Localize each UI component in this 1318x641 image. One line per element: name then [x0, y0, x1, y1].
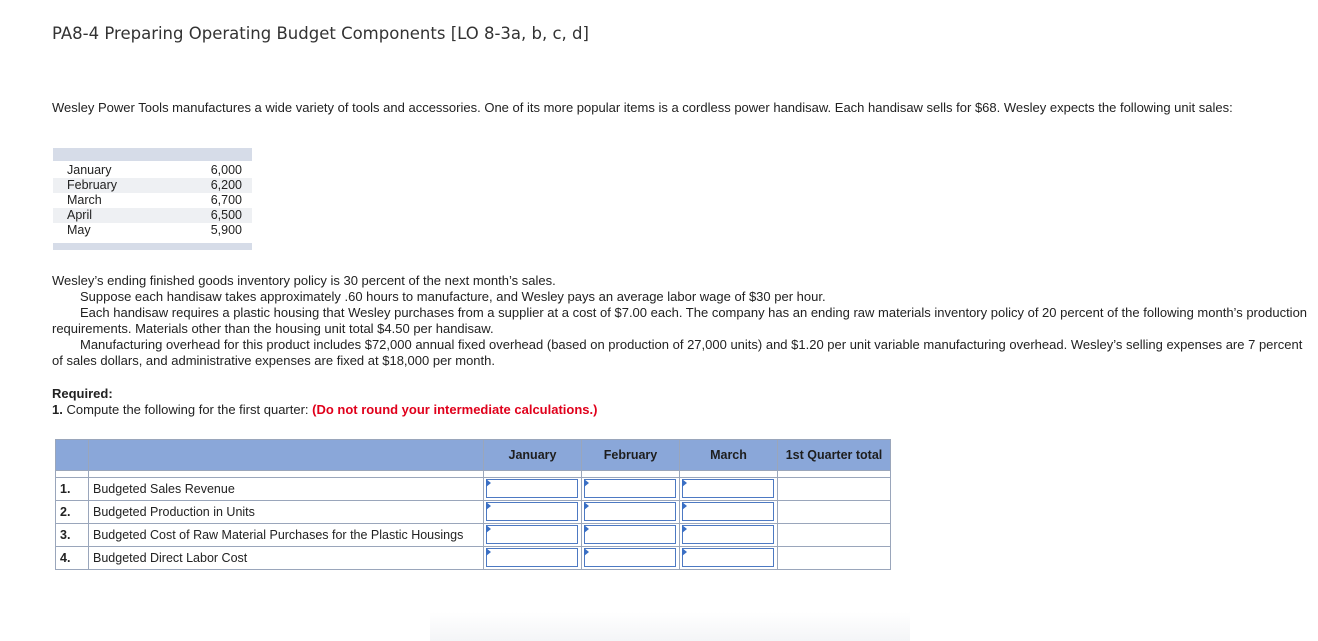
sales-row [53, 163, 252, 178]
row-label: Budgeted Cost of Raw Material Purchases for the Plastic Housings [89, 524, 484, 547]
sales-units: 6,500 [210, 208, 242, 222]
header-january: January [484, 440, 582, 471]
rounding-note: (Do not round your intermediate calculations.) [312, 402, 598, 417]
required-text: Compute the following for the first quarter: [66, 402, 309, 417]
table-row [56, 478, 891, 501]
table-header-bar [53, 148, 252, 161]
required-instruction [52, 402, 597, 417]
header-march: March [680, 440, 778, 471]
sales-units: 6,000 [210, 163, 242, 177]
table-row [56, 547, 891, 570]
sales-units: 5,900 [210, 223, 242, 237]
row-label: Budgeted Sales Revenue [89, 478, 484, 501]
production-february-cell [582, 501, 680, 524]
inventory-policy-text: Wesley’s ending finished goods inventory policy is 30 percent of the next month’s sales. [52, 273, 556, 288]
direct-labor-january-input[interactable] [486, 548, 578, 567]
raw-material-total-cell [778, 524, 891, 547]
raw-material-february-input[interactable] [584, 525, 676, 544]
row-number: 1. [56, 478, 89, 501]
raw-material-january-input[interactable] [486, 525, 578, 544]
row-label: Budgeted Direct Labor Cost [89, 547, 484, 570]
raw-material-february-cell [582, 524, 680, 547]
sales-row [53, 223, 252, 238]
direct-labor-march-input[interactable] [682, 548, 774, 567]
sales-row [53, 193, 252, 208]
production-january-input[interactable] [486, 502, 578, 521]
materials-text-content: Each handisaw requires a plastic housing that Wesley purchases from a supplier at a cost of $7.00 each. The company has an ending raw materials inventory policy of 20 percent of the following month’s production requirements. Materials other than the housing unit total $4.50 per handisaw. [52, 305, 1308, 336]
direct-labor-february-input[interactable] [584, 548, 676, 567]
table-row [56, 524, 891, 547]
table-row [56, 501, 891, 524]
raw-material-january-cell [484, 524, 582, 547]
sales-revenue-january-input[interactable] [486, 479, 578, 498]
bottom-fade [430, 612, 910, 641]
intro-text: Wesley Power Tools manufactures a wide variety of tools and accessories. One of its more popular items is a cordless power handisaw. Each handisaw sells for $68. Wesley expects the following unit sales: [52, 100, 1233, 115]
labor-text: Suppose each handisaw takes approximately .60 hours to manufacture, and Wesley pays an average labor wage of $30 per hour. [80, 289, 826, 304]
header-february: February [582, 440, 680, 471]
row-number: 3. [56, 524, 89, 547]
sales-revenue-february-cell [582, 478, 680, 501]
direct-labor-january-cell [484, 547, 582, 570]
budget-answer-table [55, 439, 891, 570]
sales-month: May [67, 223, 91, 237]
materials-text [52, 305, 1312, 337]
sales-revenue-march-cell [680, 478, 778, 501]
sales-month: April [67, 208, 93, 222]
sales-revenue-january-cell [484, 478, 582, 501]
production-february-input[interactable] [584, 502, 676, 521]
sales-row [53, 208, 252, 223]
table-footer-bar [53, 243, 252, 250]
direct-labor-march-cell [680, 547, 778, 570]
page-title: PA8-4 Preparing Operating Budget Components [LO 8-3a, b, c, d] [52, 24, 589, 43]
sales-units: 6,200 [210, 178, 242, 192]
direct-labor-february-cell [582, 547, 680, 570]
header-label [89, 440, 484, 471]
table-header-row [56, 440, 891, 471]
sales-row [53, 178, 252, 193]
sales-month: February [67, 178, 118, 192]
sales-month: March [67, 193, 102, 207]
required-label: Required: [52, 386, 113, 401]
production-march-cell [680, 501, 778, 524]
required-number: 1. [52, 402, 63, 417]
sales-units: 6,700 [210, 193, 242, 207]
row-number: 4. [56, 547, 89, 570]
sales-revenue-total-cell [778, 478, 891, 501]
unit-sales-table [53, 148, 252, 250]
sales-revenue-march-input[interactable] [682, 479, 774, 498]
production-total-cell [778, 501, 891, 524]
raw-material-march-input[interactable] [682, 525, 774, 544]
header-num [56, 440, 89, 471]
header-quarter-total: 1st Quarter total [778, 440, 891, 471]
spacer-row [56, 471, 891, 478]
overhead-text [52, 337, 1312, 369]
row-number: 2. [56, 501, 89, 524]
raw-material-march-cell [680, 524, 778, 547]
production-march-input[interactable] [682, 502, 774, 521]
direct-labor-total-cell [778, 547, 891, 570]
overhead-text-content: Manufacturing overhead for this product includes $72,000 annual fixed overhead (based on production of 27,000 units) and $1.20 per unit variable manufacturing overhead. Wesley’s selling expenses are 7 percent of sales dollars, and administrative expenses are fixed at $18,000 per month. [52, 337, 1303, 368]
sales-month: January [67, 163, 112, 177]
production-january-cell [484, 501, 582, 524]
sales-revenue-february-input[interactable] [584, 479, 676, 498]
row-label: Budgeted Production in Units [89, 501, 484, 524]
